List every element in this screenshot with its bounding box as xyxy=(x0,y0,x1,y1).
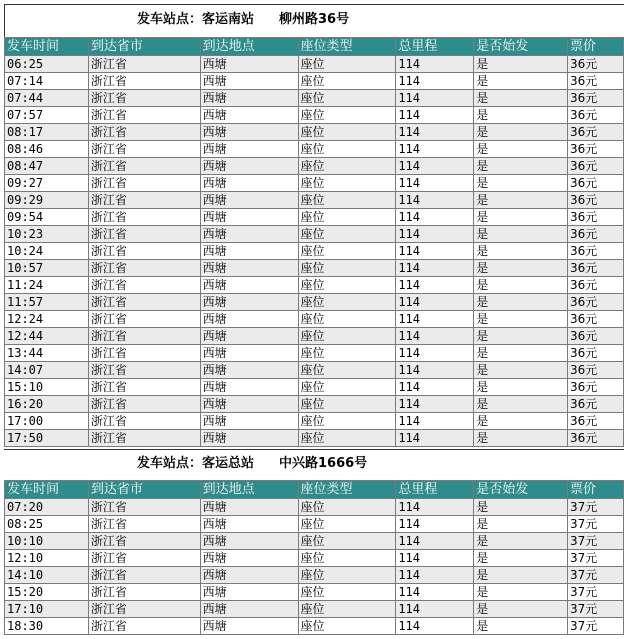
cell-departure-time: 06:25 xyxy=(5,56,89,73)
cell-seat-type: 座位 xyxy=(298,175,396,192)
cell-distance: 114 xyxy=(396,56,474,73)
table-row xyxy=(5,379,624,396)
cell-destination: 西塘 xyxy=(200,584,298,601)
cell-seat-type: 座位 xyxy=(298,243,396,260)
cell-fare: 36元 xyxy=(568,243,624,260)
cell-distance: 114 xyxy=(396,175,474,192)
table-row xyxy=(5,584,624,601)
cell-province: 浙江省 xyxy=(88,345,200,362)
cell-departure-time: 17:50 xyxy=(5,430,89,447)
cell-distance: 114 xyxy=(396,277,474,294)
cell-is-origin: 是 xyxy=(474,567,568,584)
cell-distance: 114 xyxy=(396,158,474,175)
cell-province: 浙江省 xyxy=(88,413,200,430)
cell-distance: 114 xyxy=(396,413,474,430)
cell-province: 浙江省 xyxy=(88,141,200,158)
cell-province: 浙江省 xyxy=(88,90,200,107)
cell-fare: 36元 xyxy=(568,175,624,192)
table-row xyxy=(5,328,624,345)
cell-distance: 114 xyxy=(396,73,474,90)
cell-is-origin: 是 xyxy=(474,618,568,635)
cell-destination: 西塘 xyxy=(200,158,298,175)
cell-departure-time: 09:54 xyxy=(5,209,89,226)
cell-departure-time: 14:10 xyxy=(5,567,89,584)
cell-is-origin: 是 xyxy=(474,192,568,209)
cell-destination: 西塘 xyxy=(200,226,298,243)
cell-departure-time: 13:44 xyxy=(5,345,89,362)
cell-province: 浙江省 xyxy=(88,567,200,584)
table-row xyxy=(5,413,624,430)
cell-seat-type: 座位 xyxy=(298,379,396,396)
cell-destination: 西塘 xyxy=(200,567,298,584)
station-address: 柳州路36号 xyxy=(279,12,350,27)
cell-is-origin: 是 xyxy=(474,90,568,107)
cell-departure-time: 12:10 xyxy=(5,550,89,567)
cell-fare: 36元 xyxy=(568,396,624,413)
cell-province: 浙江省 xyxy=(88,311,200,328)
cell-distance: 114 xyxy=(396,311,474,328)
station-label: 发车站点：客运南站 xyxy=(137,12,255,27)
cell-is-origin: 是 xyxy=(474,328,568,345)
cell-is-origin: 是 xyxy=(474,345,568,362)
cell-province: 浙江省 xyxy=(88,328,200,345)
column-header-destination: 到达地点 xyxy=(200,38,298,56)
cell-distance: 114 xyxy=(396,618,474,635)
cell-destination: 西塘 xyxy=(200,362,298,379)
cell-distance: 114 xyxy=(396,362,474,379)
cell-is-origin: 是 xyxy=(474,499,568,516)
table-header-row xyxy=(5,481,624,499)
column-header-province: 到达省市 xyxy=(88,481,200,499)
cell-destination: 西塘 xyxy=(200,192,298,209)
table-row xyxy=(5,430,624,447)
cell-departure-time: 08:47 xyxy=(5,158,89,175)
cell-province: 浙江省 xyxy=(88,516,200,533)
cell-fare: 37元 xyxy=(568,584,624,601)
cell-seat-type: 座位 xyxy=(298,413,396,430)
cell-departure-time: 17:10 xyxy=(5,601,89,618)
table-row xyxy=(5,396,624,413)
table-row xyxy=(5,516,624,533)
cell-is-origin: 是 xyxy=(474,107,568,124)
cell-departure-time: 09:27 xyxy=(5,175,89,192)
cell-province: 浙江省 xyxy=(88,158,200,175)
cell-is-origin: 是 xyxy=(474,175,568,192)
table-row xyxy=(5,243,624,260)
cell-destination: 西塘 xyxy=(200,141,298,158)
table-row xyxy=(5,567,624,584)
cell-destination: 西塘 xyxy=(200,379,298,396)
cell-distance: 114 xyxy=(396,328,474,345)
cell-fare: 36元 xyxy=(568,294,624,311)
table-row xyxy=(5,226,624,243)
cell-distance: 114 xyxy=(396,260,474,277)
cell-distance: 114 xyxy=(396,516,474,533)
cell-distance: 114 xyxy=(396,124,474,141)
table-row xyxy=(5,260,624,277)
cell-seat-type: 座位 xyxy=(298,396,396,413)
column-header-is-origin: 是否始发 xyxy=(474,481,568,499)
cell-distance: 114 xyxy=(396,499,474,516)
cell-province: 浙江省 xyxy=(88,499,200,516)
cell-seat-type: 座位 xyxy=(298,294,396,311)
cell-province: 浙江省 xyxy=(88,362,200,379)
cell-distance: 114 xyxy=(396,567,474,584)
cell-is-origin: 是 xyxy=(474,141,568,158)
section-title-main xyxy=(0,450,624,478)
cell-seat-type: 座位 xyxy=(298,533,396,550)
cell-province: 浙江省 xyxy=(88,533,200,550)
cell-destination: 西塘 xyxy=(200,550,298,567)
cell-distance: 114 xyxy=(396,430,474,447)
cell-fare: 36元 xyxy=(568,124,624,141)
cell-fare: 36元 xyxy=(568,209,624,226)
cell-destination: 西塘 xyxy=(200,243,298,260)
cell-seat-type: 座位 xyxy=(298,226,396,243)
cell-departure-time: 07:14 xyxy=(5,73,89,90)
cell-destination: 西塘 xyxy=(200,430,298,447)
column-header-is-origin: 是否始发 xyxy=(474,38,568,56)
cell-seat-type: 座位 xyxy=(298,158,396,175)
cell-seat-type: 座位 xyxy=(298,260,396,277)
cell-seat-type: 座位 xyxy=(298,73,396,90)
cell-destination: 西塘 xyxy=(200,90,298,107)
table-row xyxy=(5,141,624,158)
cell-is-origin: 是 xyxy=(474,311,568,328)
cell-seat-type: 座位 xyxy=(298,601,396,618)
cell-destination: 西塘 xyxy=(200,413,298,430)
cell-is-origin: 是 xyxy=(474,550,568,567)
cell-distance: 114 xyxy=(396,550,474,567)
cell-fare: 36元 xyxy=(568,328,624,345)
cell-is-origin: 是 xyxy=(474,294,568,311)
cell-is-origin: 是 xyxy=(474,277,568,294)
cell-distance: 114 xyxy=(396,396,474,413)
column-header-departure-time: 发车时间 xyxy=(5,38,89,56)
cell-fare: 36元 xyxy=(568,73,624,90)
cell-departure-time: 12:24 xyxy=(5,311,89,328)
cell-departure-time: 10:23 xyxy=(5,226,89,243)
cell-departure-time: 15:20 xyxy=(5,584,89,601)
cell-departure-time: 07:20 xyxy=(5,499,89,516)
table-row xyxy=(5,73,624,90)
section-title-south xyxy=(0,6,624,34)
cell-destination: 西塘 xyxy=(200,618,298,635)
table-row xyxy=(5,311,624,328)
cell-distance: 114 xyxy=(396,209,474,226)
cell-province: 浙江省 xyxy=(88,277,200,294)
table-row xyxy=(5,56,624,73)
cell-departure-time: 08:25 xyxy=(5,516,89,533)
column-header-destination: 到达地点 xyxy=(200,481,298,499)
cell-destination: 西塘 xyxy=(200,533,298,550)
table-row xyxy=(5,158,624,175)
cell-fare: 37元 xyxy=(568,618,624,635)
cell-distance: 114 xyxy=(396,192,474,209)
station-label: 发车站点：客运总站 xyxy=(137,456,255,471)
cell-destination: 西塘 xyxy=(200,73,298,90)
station-address: 中兴路1666号 xyxy=(279,456,368,471)
table-header-row xyxy=(5,38,624,56)
table-row xyxy=(5,345,624,362)
cell-departure-time: 10:10 xyxy=(5,533,89,550)
cell-destination: 西塘 xyxy=(200,124,298,141)
cell-is-origin: 是 xyxy=(474,56,568,73)
cell-seat-type: 座位 xyxy=(298,192,396,209)
cell-departure-time: 17:00 xyxy=(5,413,89,430)
table-row xyxy=(5,192,624,209)
column-header-fare: 票价 xyxy=(568,481,624,499)
cell-is-origin: 是 xyxy=(474,584,568,601)
cell-seat-type: 座位 xyxy=(298,618,396,635)
cell-is-origin: 是 xyxy=(474,379,568,396)
cell-province: 浙江省 xyxy=(88,56,200,73)
cell-departure-time: 08:46 xyxy=(5,141,89,158)
table-row xyxy=(5,107,624,124)
cell-province: 浙江省 xyxy=(88,73,200,90)
table-row xyxy=(5,550,624,567)
table-row xyxy=(5,294,624,311)
cell-fare: 36元 xyxy=(568,345,624,362)
cell-departure-time: 11:24 xyxy=(5,277,89,294)
cell-seat-type: 座位 xyxy=(298,430,396,447)
cell-province: 浙江省 xyxy=(88,601,200,618)
cell-departure-time: 07:44 xyxy=(5,90,89,107)
table-row xyxy=(5,499,624,516)
cell-seat-type: 座位 xyxy=(298,277,396,294)
cell-seat-type: 座位 xyxy=(298,499,396,516)
cell-is-origin: 是 xyxy=(474,430,568,447)
cell-departure-time: 14:07 xyxy=(5,362,89,379)
table-row xyxy=(5,209,624,226)
cell-province: 浙江省 xyxy=(88,618,200,635)
column-header-province: 到达省市 xyxy=(88,38,200,56)
cell-seat-type: 座位 xyxy=(298,345,396,362)
table-row xyxy=(5,601,624,618)
cell-province: 浙江省 xyxy=(88,175,200,192)
cell-distance: 114 xyxy=(396,243,474,260)
cell-is-origin: 是 xyxy=(474,124,568,141)
cell-distance: 114 xyxy=(396,141,474,158)
cell-fare: 37元 xyxy=(568,550,624,567)
cell-destination: 西塘 xyxy=(200,311,298,328)
cell-fare: 36元 xyxy=(568,277,624,294)
cell-destination: 西塘 xyxy=(200,516,298,533)
cell-departure-time: 09:29 xyxy=(5,192,89,209)
cell-distance: 114 xyxy=(396,533,474,550)
column-header-seat-type: 座位类型 xyxy=(298,481,396,499)
table-row xyxy=(5,124,624,141)
cell-province: 浙江省 xyxy=(88,584,200,601)
schedule-table-main xyxy=(4,480,624,635)
cell-is-origin: 是 xyxy=(474,601,568,618)
cell-fare: 36元 xyxy=(568,413,624,430)
cell-seat-type: 座位 xyxy=(298,328,396,345)
cell-destination: 西塘 xyxy=(200,175,298,192)
cell-province: 浙江省 xyxy=(88,226,200,243)
cell-is-origin: 是 xyxy=(474,158,568,175)
cell-fare: 36元 xyxy=(568,192,624,209)
cell-destination: 西塘 xyxy=(200,260,298,277)
cell-distance: 114 xyxy=(396,107,474,124)
cell-destination: 西塘 xyxy=(200,294,298,311)
column-header-departure-time: 发车时间 xyxy=(5,481,89,499)
column-header-seat-type: 座位类型 xyxy=(298,38,396,56)
cell-distance: 114 xyxy=(396,584,474,601)
cell-departure-time: 16:20 xyxy=(5,396,89,413)
cell-seat-type: 座位 xyxy=(298,550,396,567)
cell-is-origin: 是 xyxy=(474,226,568,243)
column-header-distance: 总里程 xyxy=(396,481,474,499)
cell-distance: 114 xyxy=(396,379,474,396)
cell-fare: 36元 xyxy=(568,107,624,124)
cell-fare: 36元 xyxy=(568,311,624,328)
table-row xyxy=(5,277,624,294)
cell-departure-time: 10:24 xyxy=(5,243,89,260)
cell-destination: 西塘 xyxy=(200,328,298,345)
cell-fare: 36元 xyxy=(568,158,624,175)
cell-destination: 西塘 xyxy=(200,56,298,73)
cell-province: 浙江省 xyxy=(88,396,200,413)
cell-distance: 114 xyxy=(396,601,474,618)
cell-fare: 36元 xyxy=(568,430,624,447)
cell-fare: 36元 xyxy=(568,362,624,379)
cell-departure-time: 07:57 xyxy=(5,107,89,124)
cell-departure-time: 18:30 xyxy=(5,618,89,635)
cell-is-origin: 是 xyxy=(474,260,568,277)
cell-is-origin: 是 xyxy=(474,362,568,379)
cell-fare: 36元 xyxy=(568,226,624,243)
cell-seat-type: 座位 xyxy=(298,567,396,584)
cell-seat-type: 座位 xyxy=(298,90,396,107)
table-row xyxy=(5,362,624,379)
cell-departure-time: 15:10 xyxy=(5,379,89,396)
cell-fare: 36元 xyxy=(568,141,624,158)
cell-departure-time: 10:57 xyxy=(5,260,89,277)
cell-is-origin: 是 xyxy=(474,533,568,550)
cell-seat-type: 座位 xyxy=(298,311,396,328)
cell-is-origin: 是 xyxy=(474,209,568,226)
cell-destination: 西塘 xyxy=(200,601,298,618)
cell-seat-type: 座位 xyxy=(298,362,396,379)
cell-fare: 37元 xyxy=(568,499,624,516)
table-row xyxy=(5,533,624,550)
cell-seat-type: 座位 xyxy=(298,56,396,73)
cell-seat-type: 座位 xyxy=(298,209,396,226)
column-header-fare: 票价 xyxy=(568,38,624,56)
cell-fare: 36元 xyxy=(568,260,624,277)
cell-seat-type: 座位 xyxy=(298,516,396,533)
cell-destination: 西塘 xyxy=(200,209,298,226)
cell-seat-type: 座位 xyxy=(298,107,396,124)
cell-province: 浙江省 xyxy=(88,260,200,277)
cell-destination: 西塘 xyxy=(200,277,298,294)
cell-fare: 37元 xyxy=(568,601,624,618)
cell-fare: 36元 xyxy=(568,90,624,107)
cell-fare: 37元 xyxy=(568,567,624,584)
cell-province: 浙江省 xyxy=(88,124,200,141)
cell-distance: 114 xyxy=(396,226,474,243)
cell-is-origin: 是 xyxy=(474,516,568,533)
cell-seat-type: 座位 xyxy=(298,141,396,158)
cell-province: 浙江省 xyxy=(88,243,200,260)
cell-departure-time: 12:44 xyxy=(5,328,89,345)
cell-is-origin: 是 xyxy=(474,73,568,90)
cell-distance: 114 xyxy=(396,294,474,311)
cell-province: 浙江省 xyxy=(88,379,200,396)
table-row xyxy=(5,90,624,107)
cell-departure-time: 08:17 xyxy=(5,124,89,141)
cell-seat-type: 座位 xyxy=(298,124,396,141)
cell-seat-type: 座位 xyxy=(298,584,396,601)
cell-destination: 西塘 xyxy=(200,345,298,362)
cell-province: 浙江省 xyxy=(88,430,200,447)
cell-fare: 37元 xyxy=(568,533,624,550)
cell-province: 浙江省 xyxy=(88,209,200,226)
cell-destination: 西塘 xyxy=(200,396,298,413)
cell-fare: 36元 xyxy=(568,56,624,73)
cell-destination: 西塘 xyxy=(200,107,298,124)
cell-province: 浙江省 xyxy=(88,192,200,209)
cell-distance: 114 xyxy=(396,90,474,107)
cell-is-origin: 是 xyxy=(474,413,568,430)
cell-fare: 36元 xyxy=(568,379,624,396)
cell-province: 浙江省 xyxy=(88,107,200,124)
cell-province: 浙江省 xyxy=(88,294,200,311)
schedule-table-south xyxy=(4,37,624,447)
cell-fare: 37元 xyxy=(568,516,624,533)
cell-province: 浙江省 xyxy=(88,550,200,567)
column-header-distance: 总里程 xyxy=(396,38,474,56)
table-row xyxy=(5,175,624,192)
cell-is-origin: 是 xyxy=(474,396,568,413)
cell-destination: 西塘 xyxy=(200,499,298,516)
cell-departure-time: 11:57 xyxy=(5,294,89,311)
cell-is-origin: 是 xyxy=(474,243,568,260)
table-row xyxy=(5,618,624,635)
cell-distance: 114 xyxy=(396,345,474,362)
